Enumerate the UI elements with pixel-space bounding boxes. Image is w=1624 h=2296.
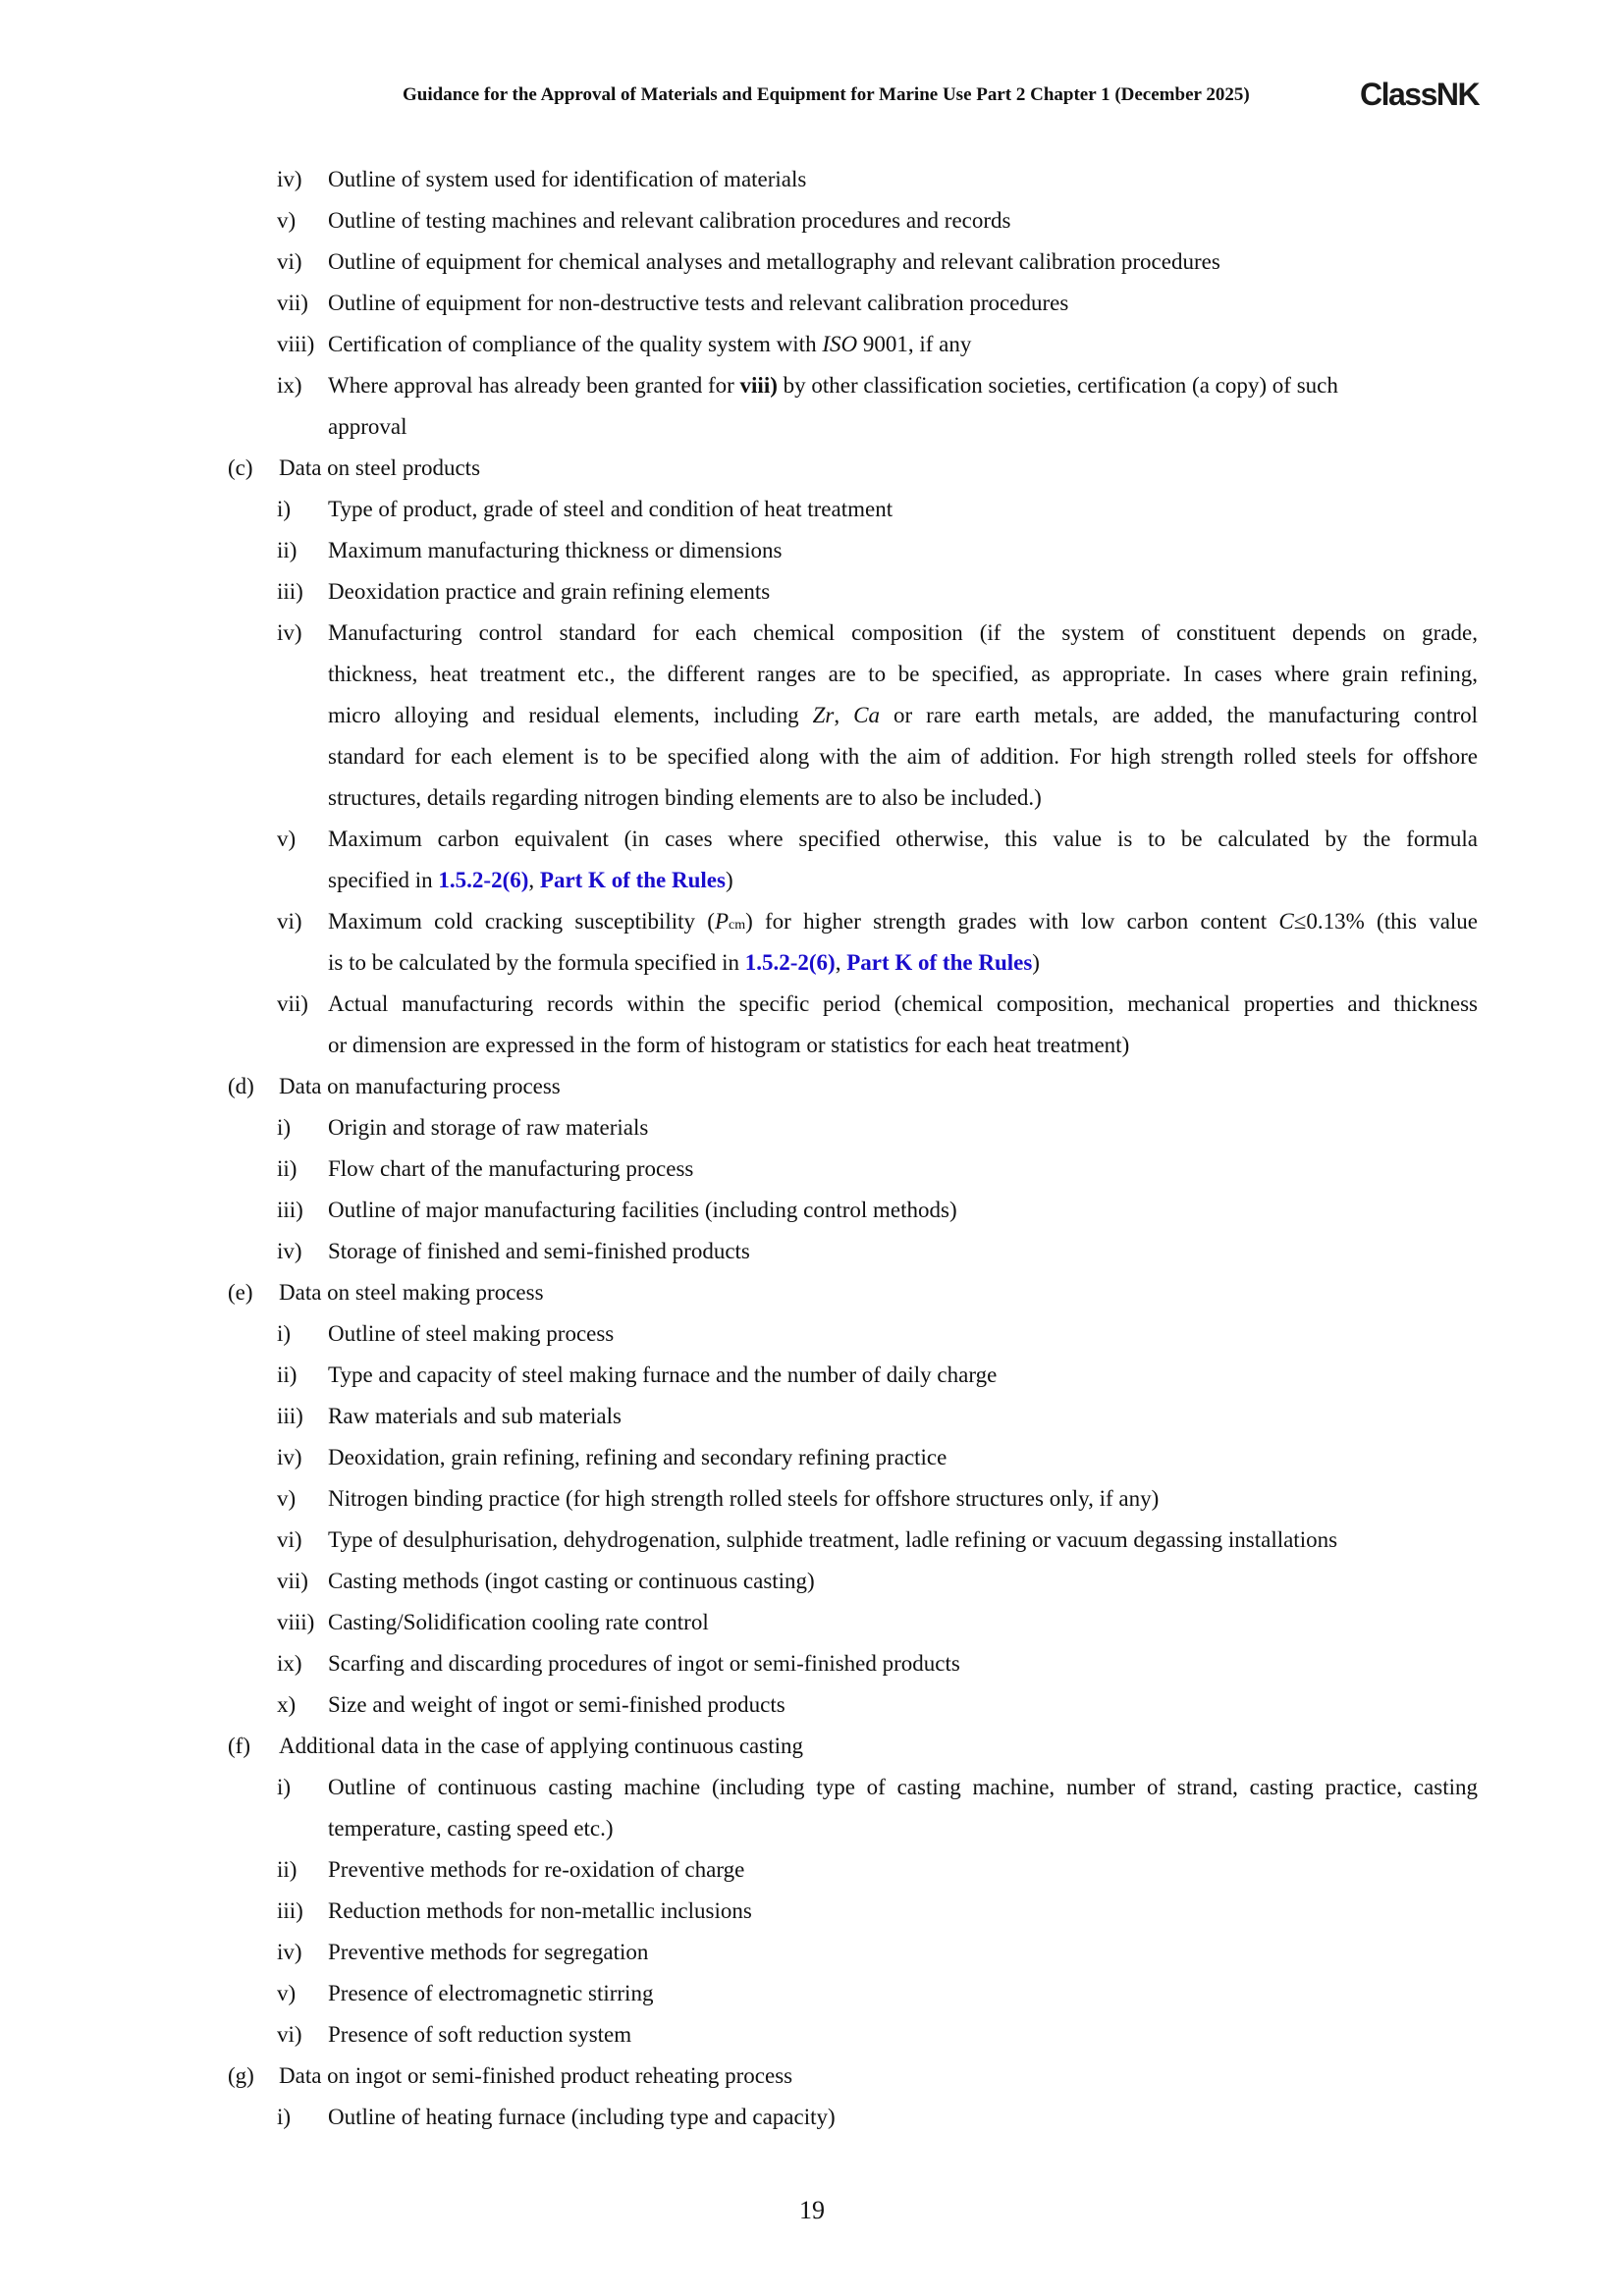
list-marker: vi) (277, 909, 302, 934)
list-text: Outline of equipment for non-destructive tests and relevant calibration procedures (328, 291, 1069, 315)
list-text: Maximum cold cracking susceptibility (Pcm) for higher strength grades with low carbon content C≤0.13% (this value (328, 909, 1479, 934)
list-marker: vii) (277, 991, 308, 1016)
section-text: Data on steel making process (279, 1280, 544, 1305)
list-marker: iii) (277, 1198, 303, 1222)
section-text: Data on ingot or semi-finished product reheating process (279, 2063, 793, 2088)
section-marker: (e) (228, 1280, 253, 1305)
list-marker: viii) (277, 1610, 315, 1634)
list-text: Preventive methods for re-oxidation of charge (328, 1857, 745, 1882)
list-marker: v) (277, 208, 297, 233)
list-marker: iv) (277, 1239, 302, 1263)
iso-term: ISO (822, 332, 858, 356)
header-title: Guidance for the Approval of Materials and Equipment for Marine Use Part 2 Chapter 1 (December 2025) (403, 84, 1250, 105)
list-marker: ii) (277, 1362, 298, 1387)
rules-part-link[interactable]: Part K of the Rules (539, 868, 726, 892)
list-continuation: is to be calculated by the formula specified in 1.5.2-2(6), Part K of the Rules) (328, 950, 1040, 975)
section-marker: (f) (228, 1734, 250, 1758)
list-continuation: structures, details regarding nitrogen binding elements are to also be included.) (328, 785, 1042, 810)
list-marker: x) (277, 1692, 297, 1717)
list-marker: v) (277, 1981, 297, 2005)
list-text: Reduction methods for non-metallic inclusions (328, 1898, 752, 1923)
list-text: Outline of steel making process (328, 1321, 615, 1346)
list-text: Type of desulphurisation, dehydrogenation, sulphide treatment, ladle refining or vacuum degassing installations (328, 1527, 1338, 1552)
list-text: Outline of heating furnace (including type and capacity) (328, 2105, 836, 2129)
list-text: Raw materials and sub materials (328, 1404, 622, 1428)
section-marker: (g) (228, 2063, 254, 2088)
list-marker: vi) (277, 249, 302, 274)
list-marker: i) (277, 1775, 292, 1799)
list-text: Casting/Solidification cooling rate control (328, 1610, 709, 1634)
list-continuation: temperature, casting speed etc.) (328, 1816, 614, 1841)
list-text: Maximum manufacturing thickness or dimensions (328, 538, 783, 562)
list-continuation: micro alloying and residual elements, including Zr, Ca or rare earth metals, are added, the manufacturing control (328, 703, 1478, 727)
element-zr: Zr (812, 703, 835, 727)
list-marker: v) (277, 827, 297, 851)
list-marker: vi) (277, 2022, 302, 2047)
list-text: Deoxidation practice and grain refining elements (328, 579, 771, 604)
list-marker: iii) (277, 579, 303, 604)
list-marker: iv) (277, 167, 302, 191)
list-text: Flow chart of the manufacturing process (328, 1156, 694, 1181)
list-text: Storage of finished and semi-finished products (328, 1239, 750, 1263)
list-marker: iv) (277, 1940, 302, 1964)
section-text: Data on manufacturing process (279, 1074, 561, 1098)
list-marker: ii) (277, 538, 298, 562)
list-text: Outline of continuous casting machine (including type of casting machine, number of strand, casting practice, casting (328, 1775, 1478, 1799)
section-marker: (d) (228, 1074, 254, 1098)
list-text: Presence of electromagnetic stirring (328, 1981, 654, 2005)
section-text: Data on steel products (279, 455, 481, 480)
list-marker: i) (277, 497, 292, 521)
section-text: Additional data in the case of applying continuous casting (279, 1734, 803, 1758)
page-header (403, 77, 1483, 116)
list-text: Deoxidation, grain refining, refining and secondary refining practice (328, 1445, 947, 1469)
list-marker: vii) (277, 291, 308, 315)
list-text: Presence of soft reduction system (328, 2022, 632, 2047)
list-continuation: thickness, heat treatment etc., the different ranges are to be specified, as appropriate. In cases where grain refining, (328, 662, 1478, 686)
pcm-subscript: cm (729, 918, 746, 933)
list-text: Outline of equipment for chemical analyses and metallography and relevant calibration procedures (328, 249, 1220, 274)
list-marker: iv) (277, 620, 302, 645)
list-marker: iii) (277, 1404, 303, 1428)
element-ca: Ca (853, 703, 880, 727)
item-reference: viii) (739, 373, 778, 398)
list-text: Outline of system used for identification of materials (328, 167, 807, 191)
list-text: Outline of testing machines and relevant calibration procedures and records (328, 208, 1011, 233)
page-number: 19 (799, 2196, 825, 2224)
list-text: Type and capacity of steel making furnace and the number of daily charge (328, 1362, 998, 1387)
list-text: Where approval has already been granted for viii) by other classification societies, certification (a copy) of such (328, 373, 1338, 398)
list-continuation: standard for each element is to be specified along with the aim of addition. For high strength rolled steels for offshore (328, 744, 1478, 769)
list-text: Type of product, grade of steel and condition of heat treatment (328, 497, 893, 521)
rule-reference-link[interactable]: 1.5.2-2(6) (744, 950, 836, 975)
list-marker: vi) (277, 1527, 302, 1552)
list-text: Manufacturing control standard for each chemical composition (if the system of constituent depends on grade, (328, 620, 1478, 645)
list-marker: i) (277, 2105, 292, 2129)
list-marker: i) (277, 1321, 292, 1346)
rule-reference-link[interactable]: 1.5.2-2(6) (438, 868, 529, 892)
list-continuation: specified in 1.5.2-2(6), Part K of the Rules) (328, 868, 733, 892)
list-marker: iv) (277, 1445, 302, 1469)
list-marker: ix) (277, 373, 302, 398)
list-marker: viii) (277, 332, 315, 356)
list-marker: ii) (277, 1156, 298, 1181)
list-text: Nitrogen binding practice (for high strength rolled steels for offshore structures only, if any) (328, 1486, 1160, 1511)
list-text: Outline of major manufacturing facilities (including control methods) (328, 1198, 957, 1222)
pcm-symbol: P (714, 909, 729, 934)
list-text: Casting methods (ingot casting or continuous casting) (328, 1569, 815, 1593)
list-text: Actual manufacturing records within the specific period (chemical composition, mechanical properties and thickness (328, 991, 1478, 1016)
list-continuation: or dimension are expressed in the form of histogram or statistics for each heat treatment) (328, 1033, 1130, 1057)
carbon-symbol: C (1278, 909, 1294, 934)
list-continuation: approval (328, 414, 407, 439)
list-text: Certification of compliance of the quality system with ISO 9001, if any (328, 332, 972, 356)
list-text: Preventive methods for segregation (328, 1940, 649, 1964)
classnk-logo: ClassNK (1360, 77, 1480, 112)
list-text: Origin and storage of raw materials (328, 1115, 649, 1140)
list-text: Scarfing and discarding procedures of ingot or semi-finished products (328, 1651, 960, 1676)
list-marker: v) (277, 1486, 297, 1511)
list-text: Size and weight of ingot or semi-finished products (328, 1692, 785, 1717)
section-marker: (c) (228, 455, 253, 480)
list-marker: i) (277, 1115, 292, 1140)
list-marker: ix) (277, 1651, 302, 1676)
list-marker: iii) (277, 1898, 303, 1923)
list-marker: ii) (277, 1857, 298, 1882)
list-text: Maximum carbon equivalent (in cases where specified otherwise, this value is to be calculated by the formula (328, 827, 1478, 851)
list-marker: vii) (277, 1569, 308, 1593)
rules-part-link[interactable]: Part K of the Rules (846, 950, 1033, 975)
